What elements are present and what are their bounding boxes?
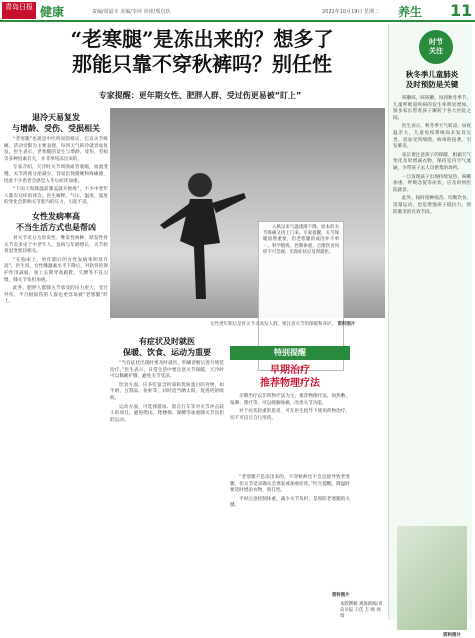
bottom-image-credit: 资料图片 <box>332 593 350 598</box>
paragraph: 平时注意控制体重，减少关节负担，是预防老寒腿的关键。 <box>230 496 350 509</box>
section-title-2-line-2: 不当生活方式也是帮凶 <box>16 222 96 232</box>
section-title-3-line-1: 有症状及时就医 <box>139 337 195 346</box>
sidebar-column <box>388 24 472 638</box>
section-title-1 <box>4 112 108 134</box>
section-title-3 <box>110 336 224 358</box>
person-silhouette-icon <box>140 163 260 303</box>
special-title-line-1: 早期治疗 <box>270 365 310 376</box>
paragraph: 此外，肥胖人群膝关节承受的压力更大，受过外伤、半月板损伤的人群也更容易被“老寒腿”盯上。 <box>4 286 108 305</box>
sidebar-note-text: 入秋以来气温逐渐下降，原本的关节疼痛又找上门来。专家提醒，关节保暖固然重要，但老寒腿的成因并不单一，科学锻炼、控制体重、合理饮食同样不可忽视，出现症状应及时就医。 <box>263 225 339 255</box>
sidebar-article <box>393 96 471 218</box>
paragraph: “当有症状出现时要及时就医，明确诊断后进行规范治疗。”医生表示，日常生活中要注意关节保暖，天冷时可以佩戴护膝，避免关节受凉。 <box>110 361 224 380</box>
paragraph: 此外，按时接种疫苗、均衡饮食、适量运动，也是增强孩子抵抗力、预防肺炎的有效手段。 <box>393 196 471 215</box>
editor-credits: 责编/周最宰 美编/李萍 审读/邢启玖 <box>92 9 171 15</box>
feature-photo <box>110 108 385 318</box>
paragraph: “老寒腿不是冻出来的，不穿秋裤也不会直接导致老寒腿，但关节受凉确实会诱发或加重症状。”医生提醒，降温时要适时增添衣物，别任性。 <box>230 475 350 494</box>
issue-date: 2021年10月19日 星期二 <box>322 9 380 15</box>
page-number: 11 <box>450 1 473 20</box>
sidebar-image-credit: 资料图片 <box>443 633 461 638</box>
paragraph: 医生表示，秋冬季天气转凉，昼夜温差大，儿童免疫系统尚未发育完善，容易受到细菌、病毒的侵袭，引发肺炎。 <box>393 124 471 150</box>
article-column-lower <box>230 475 350 512</box>
section-title-2 <box>4 211 108 233</box>
section-label-wellness: 养生 <box>398 5 423 19</box>
section-label-health: 健康 <box>40 5 65 19</box>
paragraph: 咳嗽咳、咳咳嗽，每到秋冬季节，儿童呼吸道疾病的发生率明显增加，很多家长带着孩子辗转于各大医院之间。 <box>393 96 471 121</box>
paragraph: “在临床上，更年期后的女性发病率明显升高”，医生说，女性雌激素水平下降后，对软骨的保护作用减弱，加上长期穿高跟鞋、久蹲等不良习惯，膝关节负担加重。 <box>4 257 108 283</box>
paragraph: “下雨天和降温前膝盖就开始疼”，不少中老年人都有这样的体会。医生解释，气压、温度、湿度的变化会影响关节腔内的压力，引起不适。 <box>4 187 108 206</box>
paragraph: 一旦发现孩子出现持续发热、咳嗽加重、呼吸急促等症状，应及时到医院就诊。 <box>393 174 471 193</box>
section-title-3-line-2: 保暖、饮食、运动为重要 <box>123 348 211 357</box>
page-editors: 本版撰稿 观海新闻/青岛早报 王佳 万 峰 周 瑞 <box>340 602 383 619</box>
section-title-2-line-1: 女性发病率高 <box>32 211 80 221</box>
special-reminder-title <box>230 364 350 390</box>
special-reminder-banner: 特别提醒 <box>230 346 350 360</box>
newspaper-logo: 青岛日报 <box>2 2 36 19</box>
page-header <box>0 0 475 22</box>
paragraph: 运动方面，可选择游泳、骑自行车等对关节冲击较小的项目，避免爬山、爬楼梯、深蹲等加重膝关节负担的运动。 <box>110 404 224 423</box>
subheadline: 专家提醒：更年期女性、肥胖人群、受过伤更易被“盯上” <box>98 91 302 100</box>
paragraph: 饮食方面，应多吃富含钙质和优质蛋白的食物，如牛奶、豆制品、鱼虾等，同时适当晒太阳，促进钙的吸收。 <box>110 382 224 401</box>
paragraph: 对于症状较重的患者，可在医生指导下使用药物治疗，切不可盲目自行用药。 <box>230 409 350 421</box>
article-column-middle <box>110 332 224 426</box>
headline-line-1: “老寒腿”是冻出来的？想多了 <box>70 27 334 51</box>
paragraph: “老寒腿”也就是中医所说的痹证，它以关节疼痛、活动受限为主要表现，每到天气转冷就容易复发。医生表示，老寒腿的发生与增龄、受伤、劳损等多种因素有关，并非单纯冻出来的。 <box>4 137 108 162</box>
special-title-line-2: 推荐物理疗法 <box>260 378 320 389</box>
main-headline <box>52 27 352 77</box>
section-title-1-line-1: 退冷天易复发 <box>32 113 80 122</box>
sidebar-title-line-1: 秋冬季儿童肺炎 <box>405 70 459 79</box>
paragraph: 专家介绍，天冷时关节周围血管收缩，血流变慢，关节滑液分泌减少，容易出现僵硬和疼痛感，因此不少患者会感觉入冬后症状加重。 <box>4 165 108 184</box>
special-reminder-body <box>230 394 350 424</box>
sidebar-title <box>393 70 471 90</box>
photo-caption <box>210 322 390 328</box>
caption-text: 女性更年期后是骨关节炎高发人群，要注意关节的保暖和养护。 <box>210 322 336 327</box>
paragraph: 家长要注意孩子的保暖，根据天气变化及时增减衣物，保持室内空气流通，少带孩子去人员密集的场所。 <box>393 152 471 171</box>
section-title-1-line-2: 与增龄、受伤、受损相关 <box>12 124 100 133</box>
article-column-left <box>4 108 108 308</box>
paragraph: 早期治疗以非药物疗法为主，推荐物理疗法，如热敷、按摩、理疗等，可以缓解疼痛，改善关节功能。 <box>230 394 350 406</box>
caption-credit: 资料图片 <box>337 322 356 327</box>
paragraph: 骨关节炎分为原发性、继发性两种，原发性骨关节炎多见于中老年人，发病与年龄增长、关节软骨退变密切相关。 <box>4 235 108 255</box>
badge-line-2: 关注 <box>429 47 443 55</box>
headline-line-2: 那能只靠不穿秋裤吗？别任性 <box>72 52 332 76</box>
seasonal-badge <box>419 30 453 64</box>
sidebar-image <box>397 526 467 630</box>
sidebar-title-line-2: 及时预防是关键 <box>405 80 459 89</box>
badge-line-1: 时节 <box>429 38 443 46</box>
